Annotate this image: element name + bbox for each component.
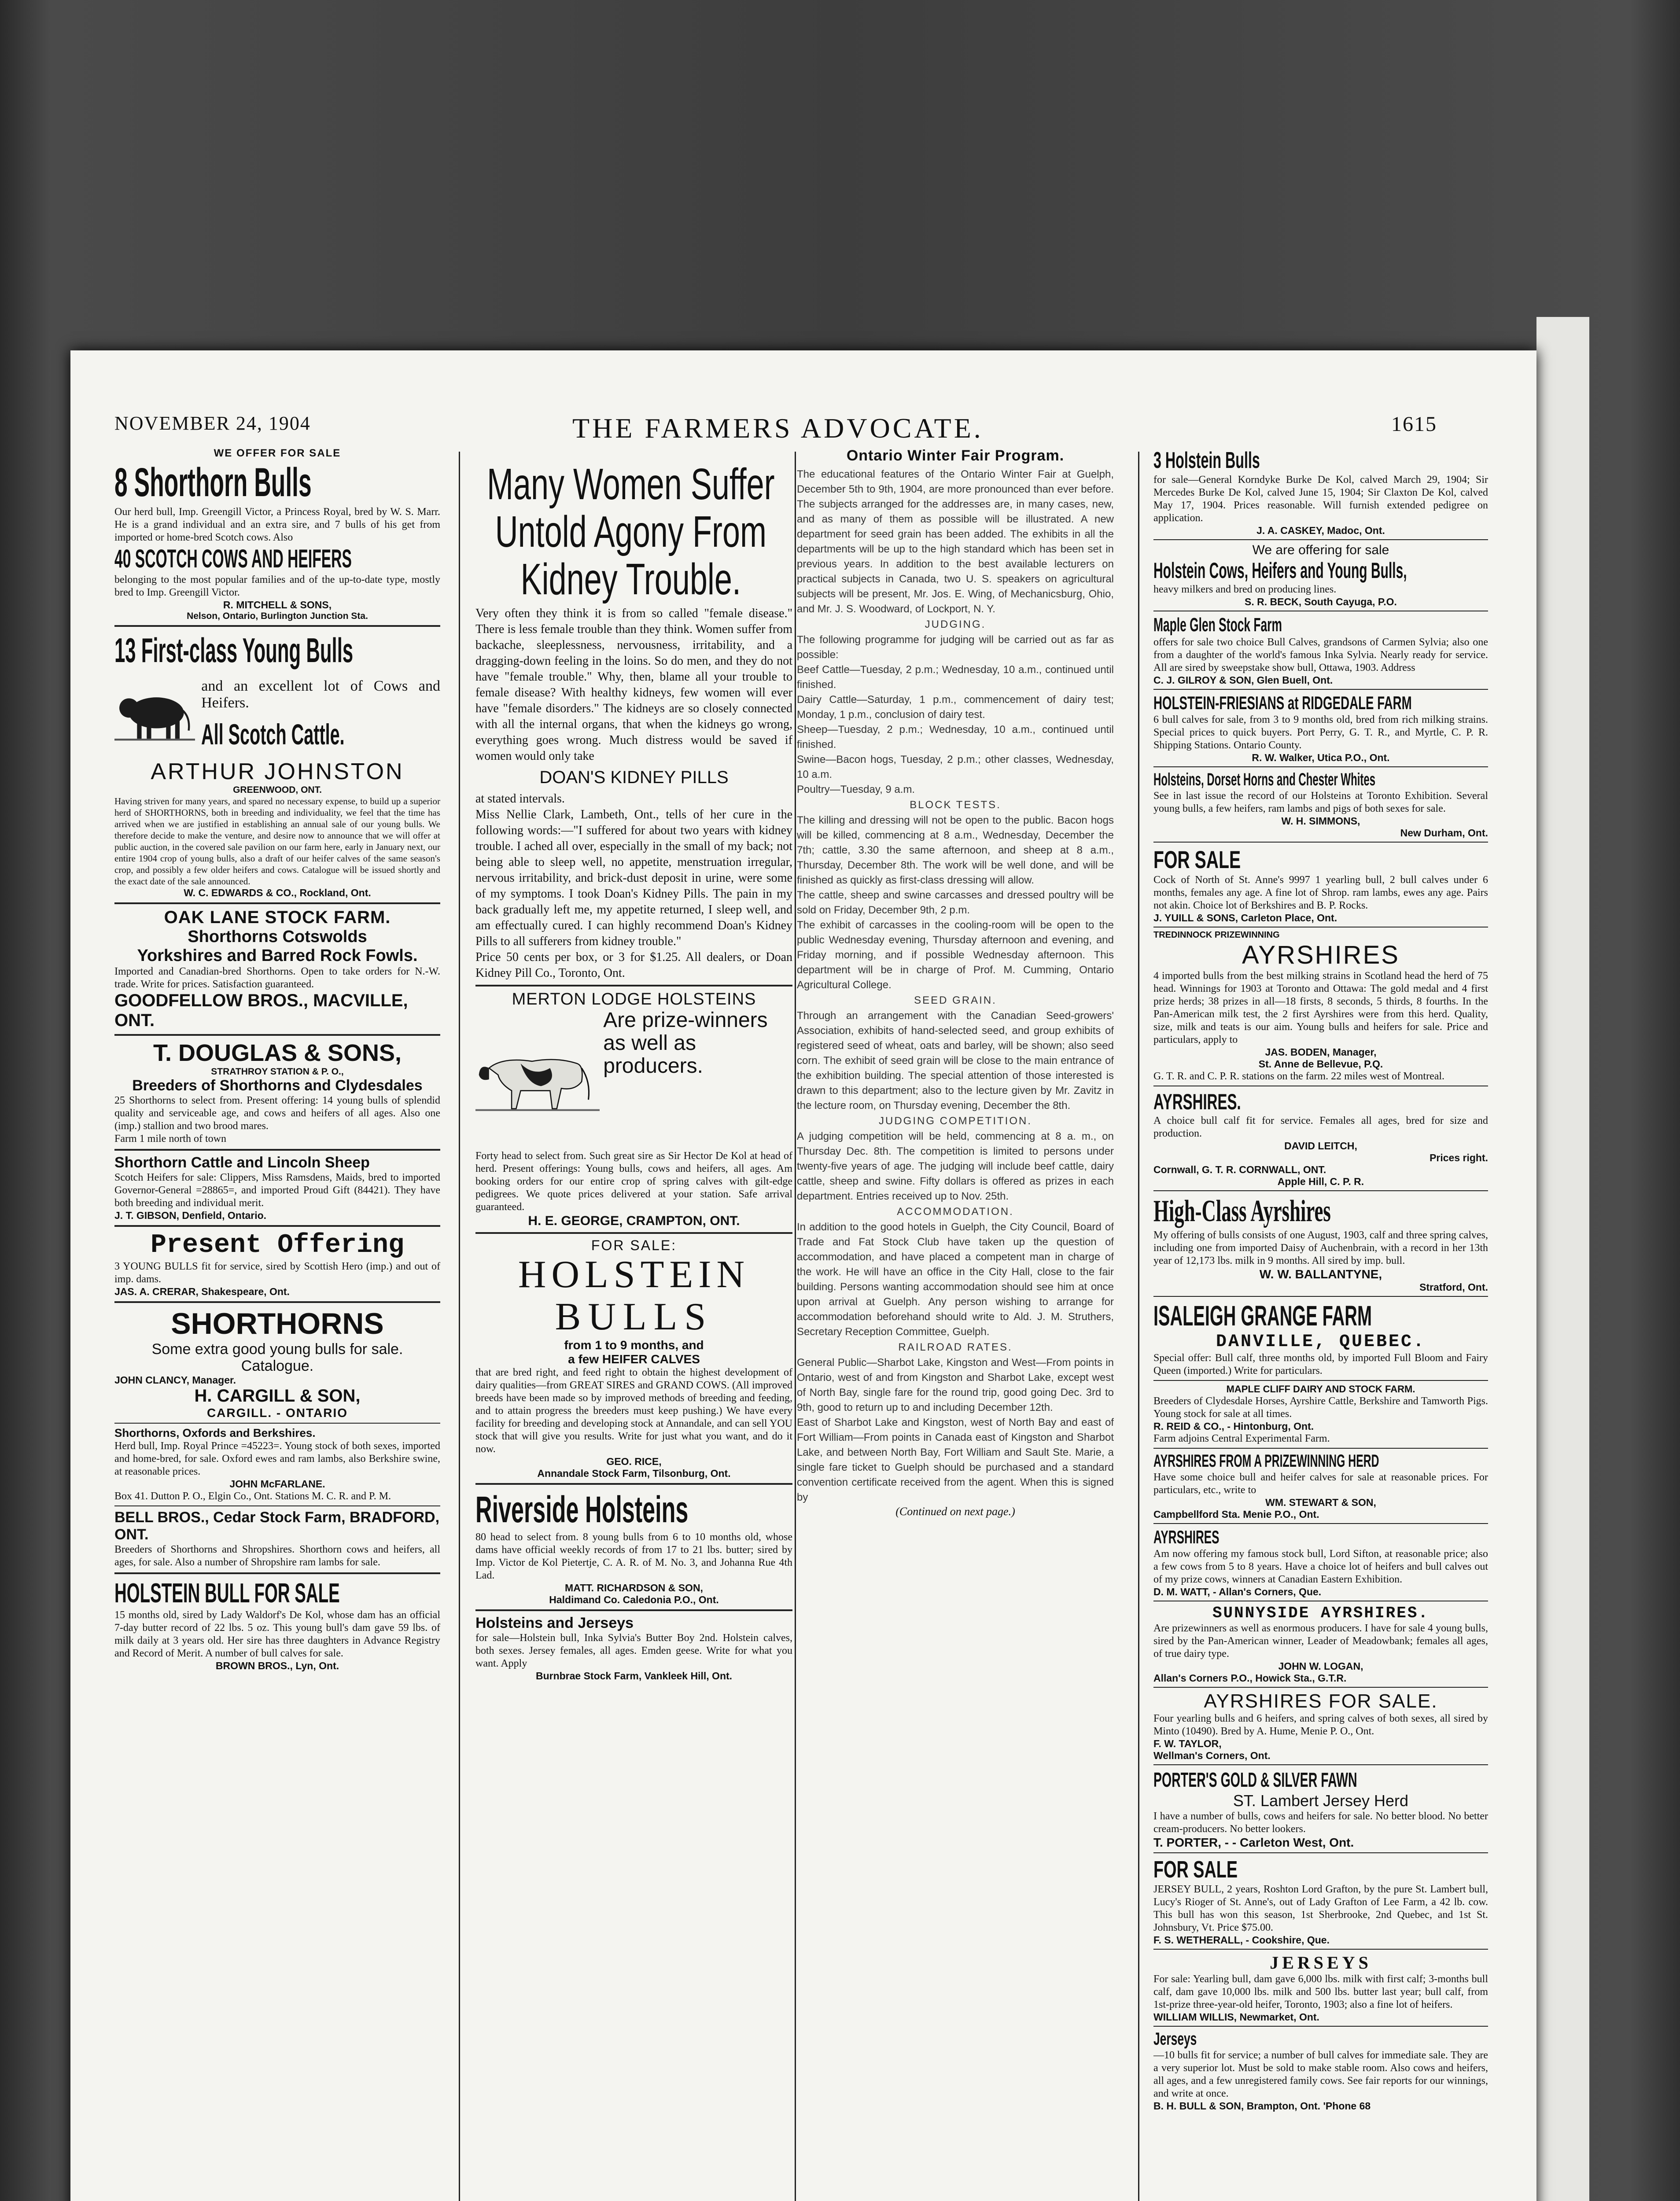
ad-title: HOLSTEIN [518, 1253, 750, 1296]
advertiser-location: Campbellford Sta. Menie P.O., Ont. [1153, 1509, 1319, 1520]
advertiser-location: Wellman's Corners, Ont. [1153, 1750, 1271, 1761]
section-heading: SEED GRAIN. [914, 994, 997, 1006]
advertiser-location: GREENWOOD, ONT. [233, 785, 322, 795]
advertiser-name: C. J. GILROY & SON, Glen Buell, Ont. [1153, 674, 1333, 686]
advertiser-location: St. Anne de Bellevue, P.Q. [1258, 1058, 1383, 1070]
masthead-title: THE FARMERS ADVOCATE. [572, 412, 984, 444]
ad-title: HOLSTEIN BULL FOR SALE [114, 1578, 340, 1608]
advertiser-name: MATT. RICHARDSON & SON, [565, 1582, 703, 1594]
ad-title: Shorthorns, Oxfords and Berkshires. [114, 1426, 316, 1439]
ad-text: 6 bull calves for sale, from 3 to 9 months old, bred from rich milking strains. Special prices to quick buyers. Port Perry, G. T. R., and Myrtle, C. P. R. Shipping Stations. Ontario County. [1153, 714, 1488, 751]
advertiser-name: JAS. BODEN, Manager, [1265, 1046, 1377, 1058]
ad-subtitle: from 1 to 9 months, and [564, 1338, 704, 1352]
ad-text: G. T. R. and C. P. R. stations on the farm. 22 miles west of Montreal. [1153, 1071, 1445, 1082]
ad-title: SHORTHORNS [171, 1307, 384, 1340]
advertiser-name: W. W. BALLANTYNE, [1259, 1267, 1382, 1281]
ad-title: Holsteins and Jerseys [475, 1615, 634, 1631]
ad-text: Farm adjoins Central Experimental Farm. [1153, 1433, 1330, 1444]
ad-title: FOR SALE [1153, 1856, 1238, 1883]
advertiser-name: J. YUILL & SONS, Carleton Place, Ont. [1153, 912, 1337, 924]
column-rule [795, 452, 796, 2201]
ad-text: 4 imported bulls from the best milking strains in Scotland head the herd of 75 head. Winnings for 1903 at Toronto and Ottawa: The gold medal and 4 first prize herds; 38 prizes in all—18 firsts, 8 seconds, 5 thirds, 8 fourths. In the Pan-American milk test, the 2 first Ayrshires were from this herd. Quality, size, milk and teats is our aim. Young bulls and heifers for sale. Price and particulars, apply to [1153, 970, 1488, 1045]
section-heading: RAILROAD RATES. [898, 1341, 1013, 1353]
ad-title: All Scotch Cattle. [201, 718, 345, 751]
advertiser-location: Haldimand Co. Caledonia P.O., Ont. [549, 1594, 719, 1605]
advertiser-name: J. A. CASKEY, Madoc, Ont. [1256, 525, 1385, 536]
column-2 [475, 460, 792, 2201]
ad-text: for sale—General Korndyke Burke De Kol, calved March 29, 1904; Sir Mercedes Burke De Kol, calved June 15, 1904; Sir Claxton De Kol, calved May 17, 1904. Prices reasonable. Will furnish extended pedigree on application. [1153, 474, 1488, 524]
ad-text: Scotch Heifers for sale: Clippers, Miss Ramsdens, Maids, bred to imported Governor-General =28865=, and imported Proud Gift (84421). They have both breeding and individual merit. [114, 1172, 440, 1209]
article-paragraph: In addition to the good hotels in Guelph, the City Council, Board of Trade and Fat Stock Club have taken up the question of accommodation, and have placed a competent man in charge of the work. He will have an office in the City Hall, close to the fair building. Persons wanting accommodation should see him at once upon arrival at Guelph. Any person wishing to arrange for accommodation beforehand should write to Ald. J. M. Struthers, Secretary Reception Committee, Guelph. [797, 1221, 1114, 1338]
cow-illustration [475, 1009, 600, 1150]
ad-text: I have a number of bulls, cows and heifers for sale. No better blood. No better cream-producers. No better lookers. [1153, 1811, 1488, 1835]
advertiser-name: F. W. TAYLOR, [1153, 1738, 1222, 1749]
ad-title: 13 First-class Young Bulls [114, 631, 354, 670]
ad-title: Maple Glen Stock Farm [1153, 614, 1282, 636]
ad-text: See in last issue the record of our Holsteins at Toronto Exhibition. Several young bulls, a few heifers, ram lambs and pigs of both sexes for sale. [1153, 790, 1488, 814]
ad-text: Prices right. [1429, 1152, 1488, 1163]
article-title: Ontario Winter Fair Program. [846, 447, 1065, 464]
advertiser-name: J. T. GIBSON, Denfield, Ontario. [114, 1210, 267, 1221]
advertiser-name: JOHN McFARLANE. [229, 1478, 325, 1490]
article-text: at stated intervals. [475, 792, 565, 806]
advertiser-location: Apple Hill, C. P. R. [1277, 1176, 1364, 1187]
advertiser-name: D. M. WATT, - Allan's Corners, Que. [1153, 1586, 1322, 1597]
ad-subtitle: a few HEIFER CALVES [568, 1352, 700, 1366]
ad-text: Are prizewinners as well as enormous producers. I have for sale 4 young bulls, sired by the Pan-American winner, Leader of Meadowbank; females all ages, of true dairy type. [1153, 1623, 1488, 1660]
ad-text: Imported and Canadian-bred Shorthorns. Open to take orders for N.-W. trade. Write for prices. Satisfaction guaranteed. [114, 966, 440, 990]
product-name: DOAN'S KIDNEY PILLS [539, 768, 729, 787]
ad-title: HOLSTEIN-FRIESIANS at RIDGEDALE FARM [1153, 692, 1412, 713]
advertiser-name: JAS. A. CRERAR, Shakespeare, Ont. [114, 1286, 290, 1297]
article-paragraph: Through an arrangement with the Canadian Seed-growers' Association, exhibits of hand-selected seed, and group exhibits of registered seed of wheat, oats and barley, will be shown; also seed corn. The exhibit of seed grain will be close to the main entrance of the exhibition building. The special attention of those interested is drawn to this department; also to the lecture given by Mr. Zavitz in the lecture room, on Thursday evening, December the 8th. [797, 1010, 1114, 1112]
ad-text: and an excellent lot of Cows and Heifers. [201, 678, 440, 711]
advertiser-name: R. MITCHELL & SONS, [223, 599, 332, 611]
article-paragraph: The following programme for judging will be carried out as far as possible: [797, 634, 1114, 661]
article-paragraph: General Public—Sharbot Lake, Kingston and West—From points in Ontario, west of and from Kingston and Sharbot Lake, except west of North Bay, single fare for the round trip, good going Dec. 3rd to 9th, good to return up to and including December 12th. [797, 1357, 1114, 1413]
article-paragraph: A judging competition will be held, commencing at 8 a. m., on Thursday Dec. 8th. The competition is limited to persons under twenty-five years of age. The judging will include beef cattle, dairy cattle, sheep and swine. Fifty dollars is offered as prizes in each department. Entries received up to Nov. 25th. [797, 1130, 1114, 1202]
advertiser-name: GEO. RICE, [606, 1456, 662, 1467]
ad-text: Some extra good young bulls for sale. Catalogue. [151, 1341, 403, 1374]
article-paragraph: East of Sharbot Lake and Kingston, west of North Bay and east of Fort William—From points in Canada east of Kingston and Sharbot Lake, and between North Bay, Fort William and Sault Ste. Marie, a single fare ticket to Guelph should be purchased and a standard convention certificate received from the agent. When this is signed by [797, 1417, 1114, 1503]
ad-text: belonging to the most popular families and of the up-to-date type, mostly bred to Imp. Greengill Victor. [114, 574, 440, 598]
ad-text: Having striven for many years, and spared no necessary expense, to build up a superior herd of SHORTHORNS, both in breeding and individuality, we feel that the time has arrived when we are justified in establishing an annual sale of our young bulls. We therefore decide to make the venture, and desire now to announce that we will offer at public auction, in the covered sale pavilion on our farm here, early in January next, our entire 1904 crop of young bulls, also a draft of our heifer calves of the same season's crop, and possibly a few older heifers and cows. Catalogue will be issued shortly and the exact date of the sale announced. [114, 796, 440, 887]
ad-heading: WE OFFER FOR SALE [214, 447, 341, 459]
ad-title: OAK LANE STOCK FARM. [164, 908, 391, 927]
ad-location: DANVILLE, QUEBEC. [1216, 1332, 1426, 1352]
ad-text: that are bred right, and feed right to obtain the highest development of dairy qualities—from GREAT SIRES and GRAND COWS. (All improved breeds have been made so by improved methods of breeding and feeding, and to attain progress the breeders must keep pushing.) We have every facility for breeding and developing stock at Annandale, and can sell YOU stock that will give you results. Write for just what you want, and do it now. [475, 1367, 792, 1455]
ad-title: ST. Lambert Jersey Herd [1233, 1792, 1409, 1810]
ad-title: Holstein Cows, Heifers and Young Bulls, [1153, 558, 1407, 583]
ad-title: Shorthorns Cotswolds [188, 928, 367, 946]
article-paragraph: The educational features of the Ontario Winter Fair at Guelph, December 5th to 9th, 1904, are more pronounced than ever before. The subjects arranged for the addresses are, in many cases, new, and as many of them as possible will be illustrated. A new department for seed grain has been added. The exhibits in all the departments will be up to the high standard which has been set in previous years. In addition to the best available lecturers on practical subjects in Canada, two U. S. speakers on agricultural subjects will be present, Mr. Jos. E. Wing, of Mechanicsburg, Ohio, and Mr. J. S. Woodward, of Lockport, N. Y. [797, 468, 1114, 615]
advertiser-name: T. PORTER, - - Carleton West, Ont. [1153, 1836, 1354, 1849]
ad-text: Breeders of Shorthorns and Shropshires. Shorthorn cows and heifers, all ages, for sale. Also a number of Shropshire ram lambs for sale. [114, 1544, 440, 1568]
advertiser-name: W. H. SIMMONS, [1281, 815, 1360, 827]
ad-text: offers for sale two choice Bull Calves, grandsons of Carmen Sylvia; also one from a daughter of the world's famous Inka Sylvia. Nearly ready for service. All are sired by sweepstake show bull, Ottawa, 1903. Address [1153, 637, 1488, 674]
page-number: 1615 [1391, 412, 1437, 436]
ad-title: Present Offering [150, 1230, 405, 1260]
advertiser-location: Box 41. Dutton P. O., Elgin Co., Ont. Stations M. C. R. and P. M. [114, 1491, 391, 1502]
ad-title: MERTON LODGE HOLSTEINS [512, 990, 756, 1008]
advertiser-name: WM. STEWART & SON, [1265, 1497, 1376, 1508]
ad-text: 25 Shorthorns to select from. Present offering: 14 young bulls of splendid quality and serviceable age, and cows and heifers of all ages. Also one (imp.) stallion and two brood mares. [114, 1095, 440, 1132]
advertiser-location: Burnbrae Stock Farm, Vankleek Hill, Ont. [535, 1670, 733, 1682]
advertiser-name: BROWN BROS., Lyn, Ont. [215, 1660, 339, 1671]
ad-title: BELL BROS., Cedar Stock Farm, BRADFORD, ONT. [114, 1509, 440, 1543]
ad-text: Farm 1 mile north of town [114, 1133, 226, 1145]
ad-text: Four yearling bulls and 6 heifers, and spring calves of both sexes, all sired by Minto (10490). Bred by A. Hume, Menie P. O., Ont. [1153, 1713, 1488, 1737]
advertiser-name: JOHN CLANCY, Manager. [114, 1374, 236, 1386]
ad-title: ISALEIGH GRANGE FARM [1153, 1300, 1372, 1332]
column-rule [1138, 452, 1139, 2201]
newspaper-page [70, 350, 1536, 2201]
price-text: Price 50 cents per box, or 3 for $1.25. All dealers, or Doan Kidney Pill Co., Toronto, Ont. [475, 950, 792, 980]
article-paragraph: Beef Cattle—Tuesday, 2 p.m.; Wednesday, 10 a.m., continued until finished. [797, 664, 1114, 691]
section-heading: BLOCK TESTS. [910, 799, 1001, 811]
binding-edge [1536, 317, 1589, 2201]
ad-text: Herd bull, Imp. Royal Prince =45223=. Young stock of both sexes, imported and home-bred, for sale. Oxford ewes and ram lambs, also Berkshire swine, at reasonable prices. [114, 1440, 440, 1477]
ad-text: Special offer: Bull calf, three months old, by imported Full Bloom and Fairy Queen (imported.) Write for particulars. [1153, 1352, 1488, 1377]
ad-text: for sale—Holstein bull, Inka Sylvia's Butter Boy 2nd. Holstein calves, both sexes. Jersey females, all ages. Emden geese. Write for what you want. Apply [475, 1632, 792, 1669]
ad-text: Forty head to select from. Such great sire as Sir Hector De Kol at head of herd. Present offerings: Young bulls, cows and heifers, all ages. Am booking orders for our entire crop of spring calves with gilt-edge pedigrees. We quote prices delivered at your station. Safe arrival guaranteed. [475, 1150, 792, 1213]
ad-title: SUNNYSIDE AYRSHIRES. [1212, 1604, 1429, 1622]
article-paragraph: Dairy Cattle—Saturday, 1 p.m., commencement of dairy test; Monday, 1 p.m., conclusion of dairy test. [797, 694, 1114, 721]
ad-title: 40 SCOTCH COWS AND HEIFERS [114, 545, 352, 573]
ad-title: Shorthorn Cattle and Lincoln Sheep [114, 1154, 370, 1171]
column-1-ads [114, 447, 440, 2201]
bull-illustration [114, 670, 195, 758]
article-paragraph: Swine—Bacon hogs, Tuesday, 2 p.m.; other classes, Wednesday, 10 a.m. [797, 754, 1114, 780]
ad-text: My offering of bulls consists of one August, 1903, calf and three spring calves, including one from imported Daisy of Auchenbrain, with a record in her 13th year of 12,173 lbs. milk in 9 months. All sired by imp. bull. [1153, 1229, 1488, 1266]
ad-title: BULLS [555, 1296, 713, 1338]
ad-text: A choice bull calf fit for service. Females all ages, bred for size and production. [1153, 1115, 1488, 1139]
advertiser-name: JOHN W. LOGAN, [1278, 1660, 1363, 1672]
ad-text: 3 YOUNG BULLS fit for service, sired by Scottish Hero (imp.) and out of imp. dams. [114, 1261, 440, 1285]
advertiser-name: GOODFELLOW BROS., MACVILLE, ONT. [114, 991, 408, 1030]
ad-text: —10 bulls fit for service; a number of bull calves for immediate sale. They are a very superior lot. Must be sold to make stable room. Also cows and heifers, all ages, and a few unregistered family cows. See fair reports for our winnings, and write at once. [1153, 2050, 1488, 2099]
ad-title: Breeders of Shorthorns and Clydesdales [132, 1077, 423, 1094]
issue-date: NOVEMBER 24, 1904 [114, 412, 311, 434]
column-4-ads [1153, 447, 1488, 2201]
ad-text: Have some choice bull and heifer calves for sale at reasonable prices. For particulars, etc., write to [1153, 1472, 1488, 1496]
advertiser-location: CARGILL. - ONTARIO [206, 1406, 348, 1420]
ad-title: AYRSHIRES. [1153, 1089, 1241, 1114]
article-paragraph: The killing and dressing will not be open to the public. Bacon hogs will be killed, commencing at 8 a.m., Wednesday, December the 7th; cattle, 3.30 the same afternoon, and sheep at 8 a.m., Thursday, December 8th. The work will be well done, and will be finished as quickly as first-class dressing will allow. [797, 814, 1114, 886]
ad-title: AYRSHIRES FROM A PRIZEWINNING HERD [1153, 1451, 1379, 1471]
advertiser-location: Annandale Stock Farm, Tilsonburg, Ont. [537, 1468, 731, 1479]
advertiser-name: DAVID LEITCH, [1284, 1140, 1357, 1152]
ad-title: Riverside Holsteins [475, 1489, 689, 1530]
ad-title: JERSEYS [1270, 1953, 1372, 1973]
ad-title: T. DOUGLAS & SONS, [153, 1040, 402, 1066]
advertiser-location: New Durham, Ont. [1400, 827, 1488, 839]
ad-title: Holsteins, Dorset Horns and Chester Whites [1153, 770, 1376, 789]
ad-text: heavy milkers and bred on producing lines. [1153, 584, 1337, 595]
ad-title: 3 Holstein Bulls [1153, 448, 1260, 473]
advertiser-name: W. C. EDWARDS & CO., Rockland, Ont. [184, 887, 371, 898]
article-paragraph: The cattle, sheep and swine carcasses and dressed poultry will be sold on Friday, December 9th, 2 p.m. [797, 889, 1114, 916]
ad-title: High-Class Ayrshires [1153, 1194, 1331, 1228]
ad-text: JERSEY BULL, 2 years, Roshton Lord Grafton, by the pure St. Lambert bull, Lucy's Rioger of St. Anne's, out of Lady Grafton of Lee Farm, a 42 lb. cow. This bull has won this season, 1st Sherbrooke, 2nd Quebec, and 1st St. Johnsbury, Vt. Price $75.00. [1153, 1884, 1488, 1933]
kidney-headline: Many Women Suffer Untold Agony From Kidney Trouble. [486, 460, 775, 604]
ad-text: For sale: Yearling bull, dam gave 6,000 lbs. milk with first calf; 3-months bull calf, dam gave 10,000 lbs. milk and 500 lbs. butter last year; bull calf, from 1st-prize three-year-old heifer, Toronto, 1903; also a fine lot of heifers. [1153, 1973, 1488, 2010]
ad-title: MAPLE CLIFF DAIRY AND STOCK FARM. [1226, 1384, 1415, 1395]
advertiser-location: Allan's Corners P.O., Howick Sta., G.T.R. [1153, 1672, 1347, 1684]
ad-title: Jerseys [1153, 2029, 1197, 2049]
ad-title: FOR SALE [1153, 846, 1241, 873]
advertiser-name: WILLIAM WILLIS, Newmarket, Ont. [1153, 2011, 1319, 2023]
article-paragraph: Poultry—Tuesday, 9 a.m. [797, 784, 915, 795]
advertiser-name: R. W. Walker, Utica P.O., Ont. [1252, 752, 1390, 763]
ad-slogan: Are prize-winners as well as producers. [603, 1008, 768, 1078]
advertiser-name: ARTHUR JOHNSTON [151, 759, 404, 784]
ad-title: AYRSHIRES [1153, 1527, 1219, 1547]
ad-text: Breeders of Clydesdale Horses, Ayrshire Cattle, Berkshire and Tamworth Pigs. Young stock for sale at all times. [1153, 1395, 1488, 1420]
advertiser-name: H. E. GEORGE, CRAMPTON, ONT. [528, 1214, 740, 1228]
article-text: Very often they think it is from so called "female disease." There is less female trouble than they think. Women suffer from backache, sleeplessness, nervousness, irritability, and a dragging-down feeling in the loins. So do men, and they do not have "female trouble." Why, then, blame all your trouble to female disease? With healthy kidneys, few women will ever have "female disorders." The kidneys are so closely connected with all the internal organs, that when the kidneys go wrong, everything goes wrong. Much distress would be saved if women would only take [475, 607, 792, 763]
section-heading: JUDGING COMPETITION. [879, 1115, 1032, 1127]
ad-text: 15 months old, sired by Lady Waldorf's De Kol, whose dam has an official 7-day butter record of 22 lbs. 5 oz. This young bull's dam gave 59 lbs. of milk daily at 3 years old. Her sire has three daughters in Advance Registry and Record of Merit. A number of bull calves for sale. [114, 1609, 440, 1659]
ad-text: Am now offering my famous stock bull, Lord Sifton, at reasonable price; also a few cows from 5 to 8 years. Have a choice lot of heifers and bull calves out of my prize cows, winners at Canadian Eastern Exhibition. [1153, 1548, 1488, 1585]
advertiser-location: STRATHROY STATION & P. O., [211, 1067, 344, 1077]
advertiser-name: H. CARGILL & SON, [194, 1386, 361, 1406]
ad-text: 80 head to select from. 8 young bulls from 6 to 10 months old, whose dams have official weekly records of from 17 to 21 lbs. butter; sired by Imp. Victor de Kol Pietertje, C. A. R. of M. No. 3, and Johanna Rue 4th Lad. [475, 1531, 792, 1581]
continued-note: (Continued on next page.) [895, 1505, 1015, 1518]
advertiser-name: F. S. WETHERALL, - Cookshire, Que. [1153, 1934, 1330, 1946]
advertiser-name: B. H. BULL & SON, Brampton, Ont. 'Phone 68 [1153, 2100, 1371, 2112]
ad-title: Yorkshires and Barred Rock Fowls. [137, 946, 418, 965]
ad-title: 8 Shorthorn Bulls [114, 460, 312, 505]
ad-text: Our herd bull, Imp. Greengill Victor, a Princess Royal, bred by W. S. Marr. He is a grand individual and an extra sire, and 7 bulls of his get from imported or home-bred Scotch cows. Also [114, 506, 440, 543]
advertiser-location: Nelson, Ontario, Burlington Junction Sta. [187, 611, 368, 621]
section-heading: ACCOMMODATION. [897, 1206, 1014, 1218]
ad-label: TREDINNOCK PRIZEWINNING [1153, 930, 1280, 940]
column-rule [459, 452, 460, 2201]
section-heading: JUDGING. [925, 618, 986, 630]
ad-text: Cock of North of St. Anne's 9997 1 yearling bull, 2 bull calves under 6 months, females any age. A fine lot of Shrop. ram lambs, ewes any age. Pairs not akin. Choice lot of Berkshires and B. P. Rocks. [1153, 874, 1488, 911]
ad-label: We are offering for sale [1252, 543, 1389, 557]
ad-title: AYRSHIRES [1242, 941, 1400, 969]
article-paragraph: Sheep—Tuesday, 2 p.m.; Wednesday, 10 a.m., continued until finished. [797, 724, 1114, 751]
ad-title: PORTER'S GOLD & SILVER FAWN [1153, 1768, 1357, 1791]
advertiser-location: Stratford, Ont. [1419, 1281, 1488, 1293]
article-paragraph: The exhibit of carcasses in the cooling-room will be open to the public Wednesday evening, Thursday afternoon and evening, and Friday morning, and if possible Wednesday afternoon. This department will be in charge of Prof. M. Cumming, Ontario Agricultural College. [797, 919, 1114, 991]
advertiser-name: R. REID & CO., - Hintonburg, Ont. [1153, 1421, 1314, 1432]
ad-title: AYRSHIRES FOR SALE. [1204, 1690, 1438, 1712]
ad-label: FOR SALE: [591, 1237, 677, 1253]
column-3-article [797, 447, 1114, 2201]
advertiser-location: Cornwall, G. T. R. CORNWALL, ONT. [1153, 1164, 1326, 1175]
advertiser-name: S. R. BECK, South Cayuga, P.O. [1245, 596, 1397, 607]
testimonial-text: Miss Nellie Clark, Lambeth, Ont., tells of her cure in the following words:—"I suffered for about two years with kidney trouble. I ached all over, especially in the small of my back; not being able to sleep well, no appetite, menstruation irregular, nervous irritability, and brick-dust deposit in urine, were some of my symptoms. I took Doan's Kidney Pills. The pain in my back gradually left me, my appetite returned, I sleep well, and am effectually cured. I can highly recommend Doan's Kidney Pills to all sufferers from kidney trouble." [475, 808, 792, 948]
